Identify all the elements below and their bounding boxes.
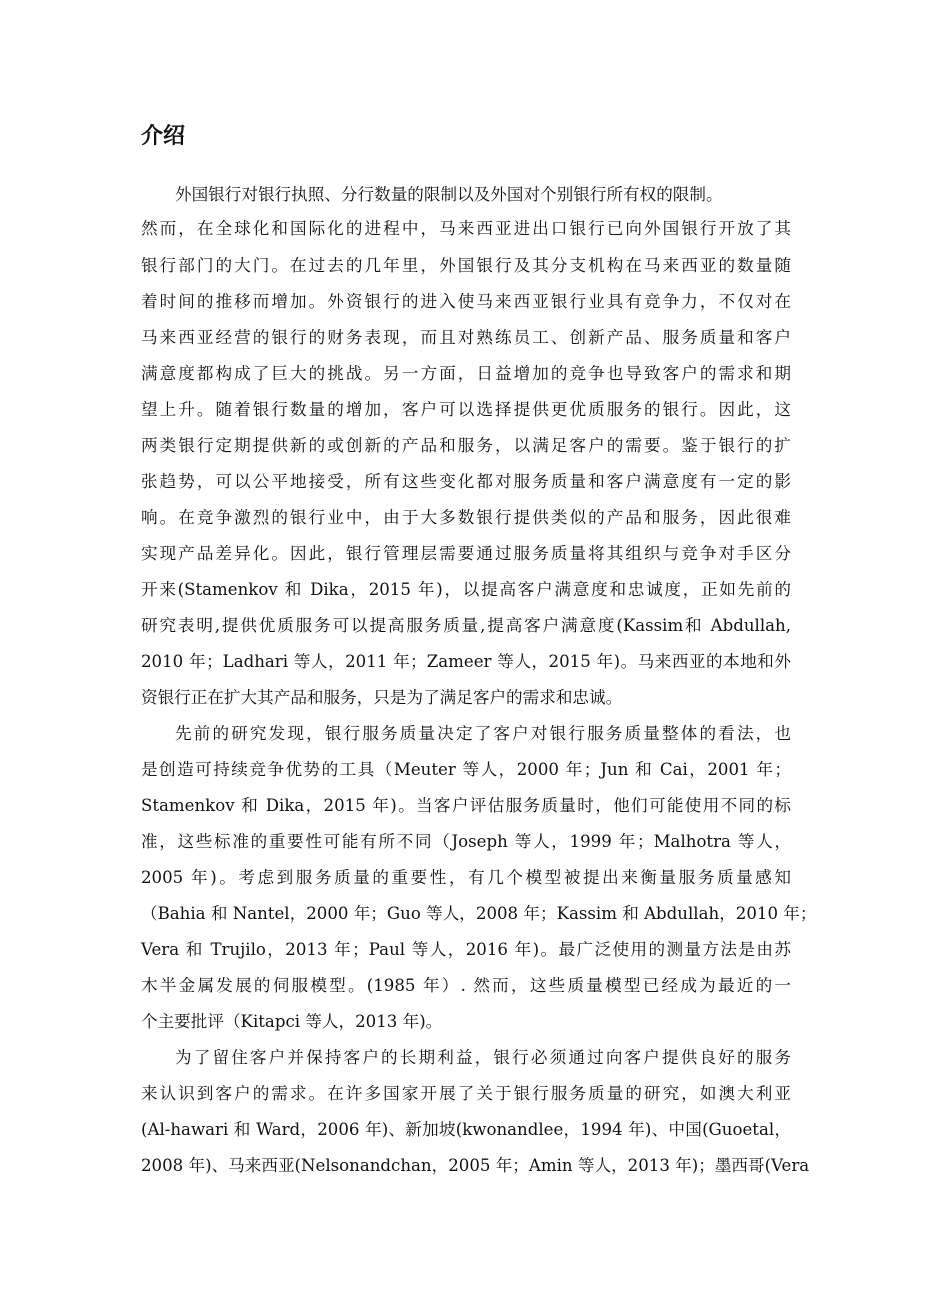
paragraph-line: 着时间的推移而增加。外资银行的进入使马来西亚银行业具有竞争力，不仅对在 <box>141 292 791 311</box>
paragraph-line: 先前的研究发现，银行服务质量决定了客户对银行服务质量整体的看法，也 <box>175 724 791 743</box>
paragraph-line: Vera 和 Trujilo，2013 年；Paul 等人，2016 年)。最广泛使用的测量方法是由苏 <box>141 940 791 959</box>
paragraph-line: 然而，在全球化和国际化的进程中，马来西亚进出口银行已向外国银行开放了其 <box>141 219 791 238</box>
paragraph-line: （Bahia 和 Nantel，2000 年；Guo 等人，2008 年；Kassim 和 Abdullah，2010 年； <box>141 904 817 923</box>
paragraph-line: Stamenkov 和 Dika，2015 年)。当客户评估服务质量时，他们可能使用不同的标 <box>141 796 791 815</box>
paragraph-line: 准，这些标准的重要性可能有所不同（Joseph 等人，1999 年；Malhotra 等人， <box>141 832 791 851</box>
paragraph-line: 为了留住客户并保持客户的长期利益，银行必须通过向客户提供良好的服务 <box>175 1048 791 1067</box>
paragraph-line: 实现产品差异化。因此，银行管理层需要通过服务质量将其组织与竞争对手区分 <box>141 544 791 563</box>
section-title: 介绍 <box>141 124 186 149</box>
paragraph-line: 2005 年)。考虑到服务质量的重要性，有几个模型被提出来衡量服务质量感知 <box>141 868 791 887</box>
paragraph-line: 满意度都构成了巨大的挑战。另一方面，日益增加的竞争也导致客户的需求和期 <box>141 364 791 383</box>
paragraph-line: 资银行正在扩大其产品和服务，只是为了满足客户的需求和忠诚。 <box>141 688 623 707</box>
paragraph-line: 两类银行定期提供新的或创新的产品和服务，以满足客户的需要。鉴于银行的扩 <box>141 436 791 455</box>
paragraph-line: 个主要批评（Kitapci 等人，2013 年)。 <box>141 1012 443 1031</box>
paragraph-line: 研究表明,提供优质服务可以提高服务质量,提高客户满意度(Kassim和 Abdullah, <box>141 616 791 635</box>
paragraph-line: 来认识到客户的需求。在许多国家开展了关于银行服务质量的研究，如澳大利亚 <box>141 1084 791 1103</box>
paragraph-line: 马来西亚经营的银行的财务表现，而且对熟练员工、创新产品、服务质量和客户 <box>141 328 791 347</box>
paragraph-line: 2010 年；Ladhari 等人，2011 年；Zameer 等人，2015 年)。马来西亚的本地和外 <box>141 652 791 671</box>
paragraph-line: 是创造可持续竞争优势的工具（Meuter 等人，2000 年；Jun 和 Cai，2001 年； <box>141 760 791 779</box>
paragraph-line: 木半金属发展的伺服模型。(1985 年）. 然而，这些质量模型已经成为最近的一 <box>141 976 791 995</box>
paragraph-line: 2008 年)、马来西亚(Nelsonandchan，2005 年；Amin 等人，2013 年)；墨西哥(Vera <box>141 1156 810 1175</box>
paragraph-line: 外国银行对银行执照、分行数量的限制以及外国对个别银行所有权的限制。 <box>175 185 723 204</box>
paragraph-line: 银行部门的大门。在过去的几年里，外国银行及其分支机构在马来西亚的数量随 <box>141 256 791 275</box>
paragraph-line: (Al-hawari 和 Ward，2006 年)、新加坡(kwonandlee，1994 年)、中国(Guoetal， <box>141 1120 791 1139</box>
paragraph-line: 响。在竞争激烈的银行业中，由于大多数银行提供类似的产品和服务，因此很难 <box>141 508 791 527</box>
paragraph-line: 开来(Stamenkov 和 Dika，2015 年)，以提高客户满意度和忠诚度，正如先前的 <box>141 580 791 599</box>
paragraph-line: 张趋势，可以公平地接受，所有这些变化都对服务质量和客户满意度有一定的影 <box>141 472 791 491</box>
paragraph-line: 望上升。随着银行数量的增加，客户可以选择提供更优质服务的银行。因此，这 <box>141 400 791 419</box>
